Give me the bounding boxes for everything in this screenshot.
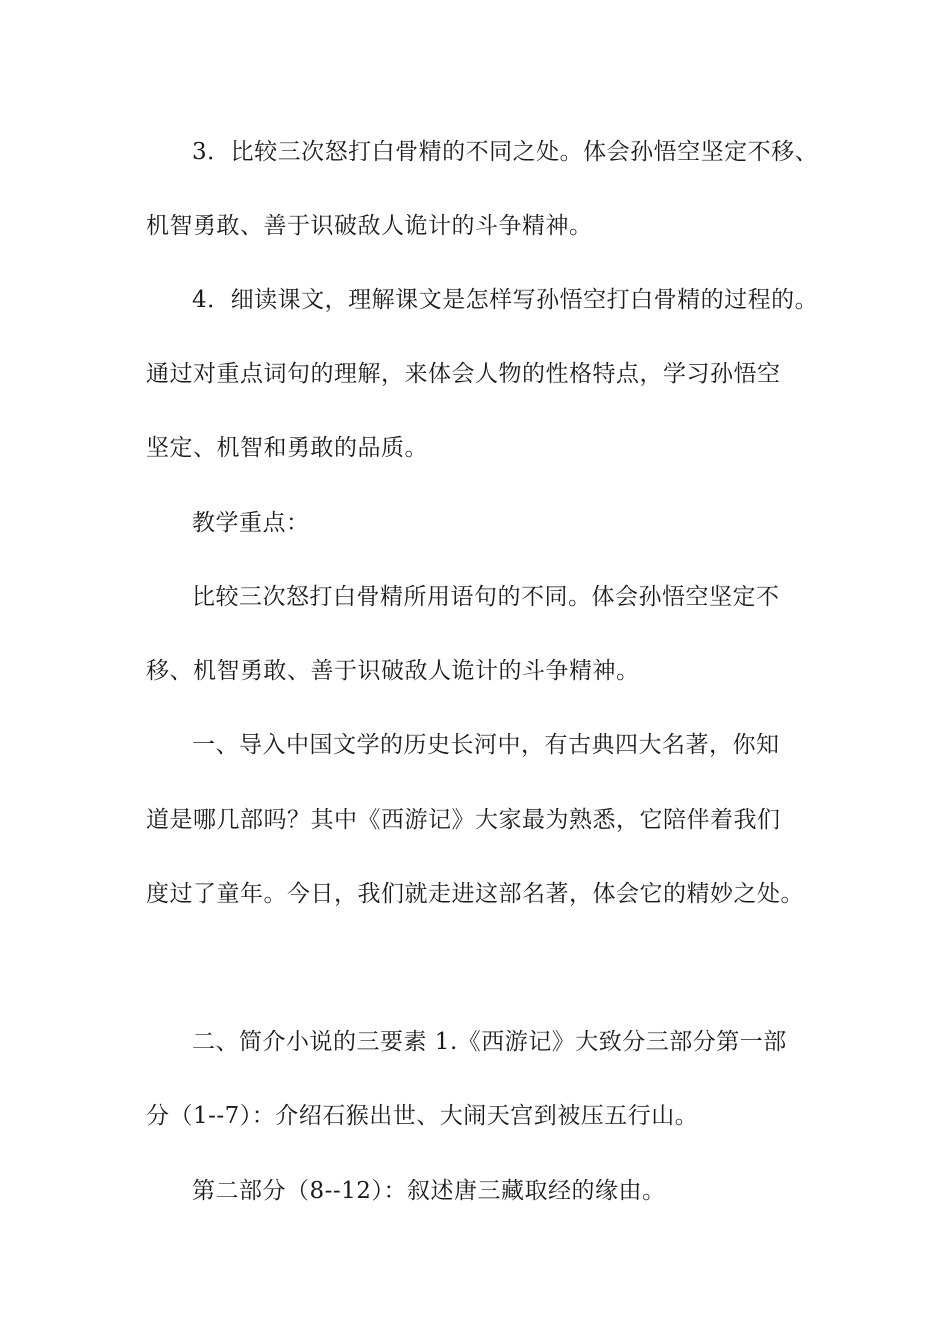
text-line: 道是哪几部吗？其中《西游记》大家最为熟悉，它陪伴着我们 (146, 807, 781, 833)
text-line: 一、导入中国文学的历史长河中，有古典四大名著，你知 (192, 732, 780, 758)
text-line: 3．比较三次怒打白骨精的不同之处。体会孙悟空坚定不移、 (192, 139, 819, 165)
text-line: 4．细读课文，理解课文是怎样写孙悟空打白骨精的过程的。 (192, 287, 819, 313)
text-line: 度过了童年。今日，我们就走进这部名著，体会它的精妙之处。 (146, 881, 804, 907)
text-line: 坚定、机智和勇敢的品质。 (146, 435, 428, 461)
text-line: 移、机智勇敢、善于识破敌人诡计的斗争精神。 (146, 658, 640, 684)
section-heading: 教学重点： (192, 510, 310, 536)
text-line: 分（1--7）：介绍石猴出世、大闹天宫到被压五行山。 (146, 1103, 699, 1129)
text-line: 第二部分（8--12）：叙述唐三藏取经的缘由。 (192, 1178, 666, 1204)
text-line: 比较三次怒打白骨精所用语句的不同。体会孙悟空坚定不 (192, 584, 780, 610)
text-line: 二、简介小说的三要素 1.《西游记》大致分三部分第一部 (192, 1029, 787, 1055)
text-line: 机智勇敢、善于识破敌人诡计的斗争精神。 (146, 213, 593, 239)
text-line: 通过对重点词句的理解，来体会人物的性格特点，学习孙悟空 (146, 361, 781, 387)
